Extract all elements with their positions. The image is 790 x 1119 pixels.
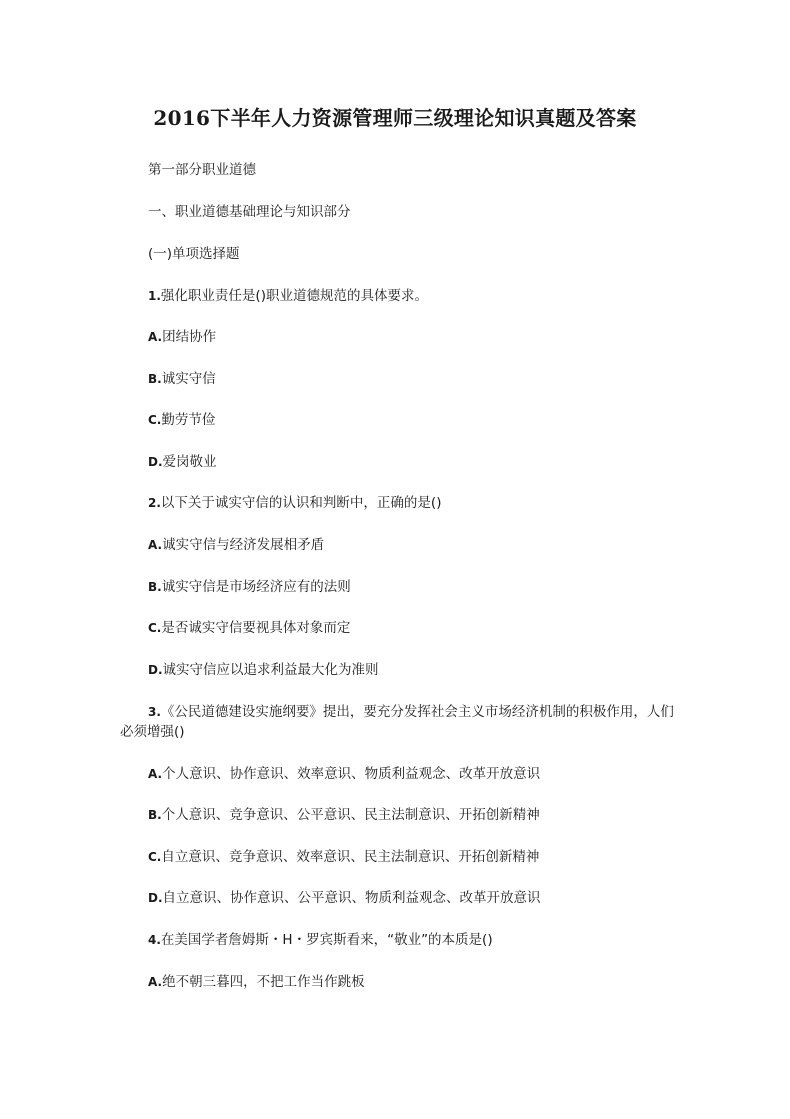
question-2 [148,493,441,513]
option-letter: B. [148,580,162,594]
part-heading: 第一部分职业道德 [148,162,256,178]
option-letter: B. [148,372,162,386]
option-text: 爱岗敬业 [162,454,217,470]
option-2b [148,577,351,597]
option-2d [148,660,379,680]
option-1a [148,327,216,347]
option-text: 团结协作 [162,329,217,345]
subsection-heading: (一)单项选择题 [148,246,240,262]
option-text: 诚实守信是市场经济应有的法则 [161,579,351,595]
option-2c [148,618,350,638]
option-1d [148,452,217,472]
option-text: 是否诚实守信要视具体对象而定 [161,620,351,636]
question-number: 3. [148,705,161,719]
option-text: 自立意识、竞争意识、效率意识、民主法制意识、开拓创新精神 [161,849,540,865]
option-letter: C. [148,413,162,427]
option-3d [148,888,541,908]
question-4 [148,930,493,950]
option-3b [148,805,540,825]
option-text: 勤劳节俭 [161,412,216,428]
option-text: 个人意识、竞争意识、公平意识、民主法制意识、开拓创新精神 [161,807,540,823]
option-text: 诚实守信 [161,371,216,387]
question-3 [120,702,680,742]
question-number: 1. [148,289,161,303]
question-number: 2. [148,496,161,510]
option-text: 绝不朝三暮四，不把工作当作跳板 [162,974,365,990]
question-text: 以下关于诚实守信的认识和判断中，正确的是() [160,495,442,511]
option-letter: A. [148,767,163,781]
option-letter: C. [148,850,162,864]
option-text: 自立意识、协作意识、公平意识、物质利益观念、改革开放意识 [162,890,541,906]
question-1 [148,286,428,306]
option-4a [148,972,365,992]
option-text: 诚实守信应以追求利益最大化为准则 [162,662,379,678]
option-letter: D. [148,663,163,677]
option-3c [148,847,539,867]
question-text: 《公民道德建设实施纲要》提出，要充分发挥社会主义市场经济机制的积极作用，人们必须增强() [120,704,674,740]
question-number: 4. [148,933,161,947]
option-letter: A. [148,975,163,989]
document-title: 2016下半年人力资源管理师三级理论知识真题及答案 [153,106,637,130]
option-letter: B. [148,808,162,822]
section-heading: 一、职业道德基础理论与知识部分 [148,204,351,220]
option-letter: A. [148,330,163,344]
option-letter: D. [148,455,163,469]
question-text: 在美国学者詹姆斯・H・罗宾斯看来，“敬业”的本质是() [160,932,493,948]
question-text: 强化职业责任是()职业道德规范的具体要求。 [160,288,428,304]
option-3a [148,764,540,784]
option-letter: D. [148,891,163,905]
option-2a [148,535,324,555]
option-1b [148,369,216,389]
option-text: 诚实守信与经济发展相矛盾 [162,537,325,553]
option-text: 个人意识、协作意识、效率意识、物质利益观念、改革开放意识 [162,766,541,782]
option-letter: C. [148,621,162,635]
option-letter: A. [148,538,163,552]
option-1c [148,410,215,430]
